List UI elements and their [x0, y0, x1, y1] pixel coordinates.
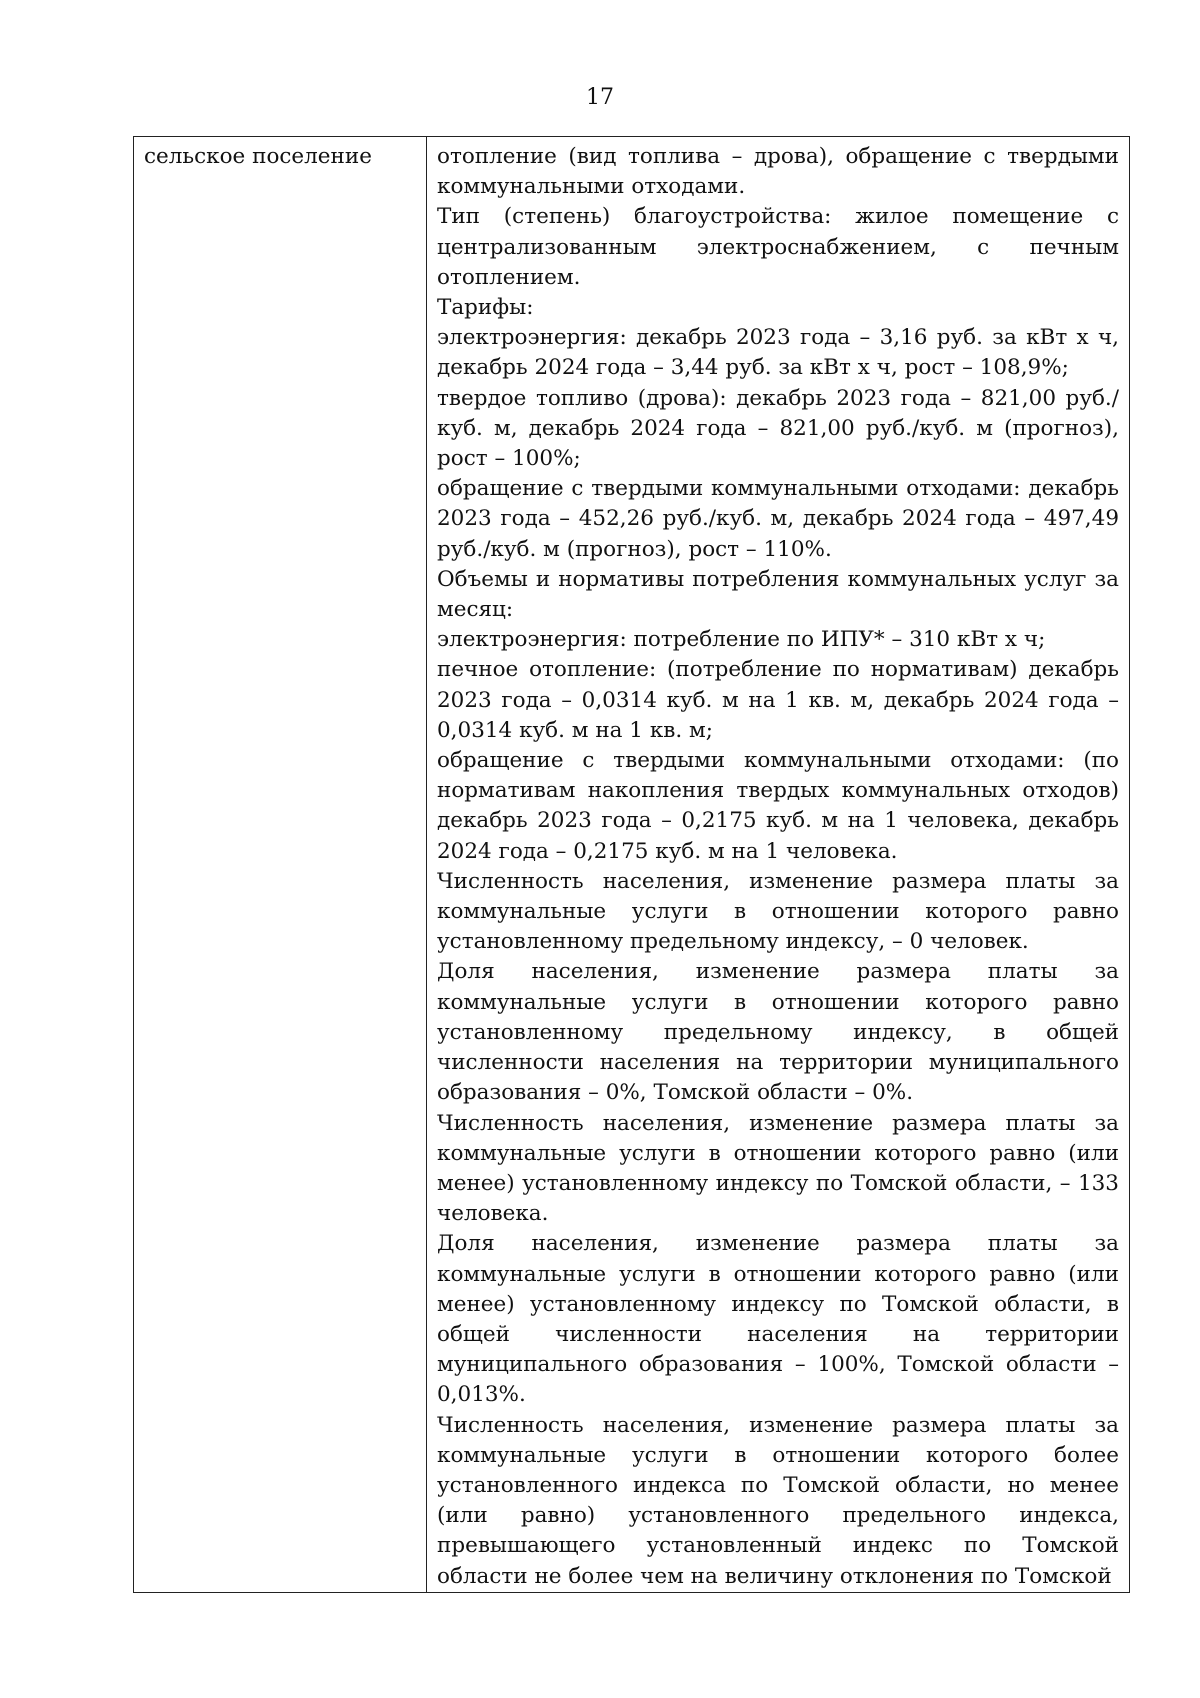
- paragraph-volume-heating: печное отопление: (потребление по нормативам) декабрь 2023 года – 0,0314 куб. м на 1 кв. м, декабрь 2024 года – 0,0314 куб. м на 1 кв. м;: [437, 657, 1119, 743]
- paragraph-volume-waste: обращение с твердыми коммунальными отходами: (по нормативам накопления твердых коммунальных отходов) декабрь 2023 года – 0,2175 куб. м на 1 человека, декабрь 2024 года – 0,2175 куб. м на 1 человека.: [437, 748, 1119, 864]
- paragraph-tariff-firewood: твердое топливо (дрова): декабрь 2023 года – 821,00 руб./куб. м, декабрь 2024 года – 821,00 руб./куб. м (прогноз), рост – 100%;: [437, 385, 1119, 472]
- paragraph-share-region-index: Доля населения, изменение размера платы за коммунальные услуги в отношении которого равно (или менее) установленному индексу по Томской области, в общей численности населения на территории муниципального образования – 100%, Томской области – 0,013%.: [437, 1231, 1119, 1408]
- paragraph-share-limit-index: Доля населения, изменение размера платы за коммунальные услуги в отношении которого равно установленному предельному индексу, в общей численности населения на территории муниципального образования – 0%, Томской области – 0%.: [437, 959, 1119, 1106]
- paragraph-volume-electricity: электроэнергия: потребление по ИПУ* – 310 кВт х ч;: [437, 627, 1046, 653]
- table-row: [134, 137, 1130, 1593]
- paragraph-population-region-index: Численность населения, изменение размера платы за коммунальные услуги в отношении которого равно (или менее) установленному индексу по Томской области, – 133 человека.: [437, 1110, 1119, 1227]
- paragraph-heating-waste: отопление (вид топлива – дрова), обращение с твердыми коммунальными отходами.: [437, 144, 1119, 200]
- page-number: 17: [586, 85, 614, 110]
- description-cell: [427, 137, 1130, 1593]
- document-table: [133, 136, 1130, 1593]
- paragraph-tariff-electricity: электроэнергия: декабрь 2023 года – 3,16 руб. за кВт х ч, декабрь 2024 года – 3,44 руб. за кВт х ч, рост – 108,9%;: [437, 325, 1119, 381]
- municipality-type-label: сельское поселение: [144, 144, 372, 169]
- paragraph-population-limit-index: Численность населения, изменение размера платы за коммунальные услуги в отношении которого равно установленному предельному индексу, – 0 человек.: [437, 868, 1119, 955]
- municipality-type-cell: [134, 137, 427, 1593]
- paragraph-tariffs-heading: Тарифы:: [437, 295, 534, 321]
- paragraph-improvement-type: Тип (степень) благоустройства: жилое помещение с централизованным электроснабжением, с печным отоплением.: [437, 204, 1119, 290]
- paragraph-tariff-waste: обращение с твердыми коммунальными отходами: декабрь 2023 года – 452,26 руб./куб. м, декабрь 2024 года – 497,49 руб./куб. м (прогноз), рост – 110%.: [437, 476, 1119, 562]
- paragraph-population-above-index: Численность населения, изменение размера платы за коммунальные услуги в отношении которого более установленного индекса по Томской области, но менее (или равно) установленного предельного индекса, превышающего установленный индекс по Томской области не более чем на величину отклонения по Томской: [437, 1412, 1119, 1589]
- paragraph-volumes-heading: Объемы и нормативы потребления коммунальных услуг за месяц:: [437, 566, 1119, 623]
